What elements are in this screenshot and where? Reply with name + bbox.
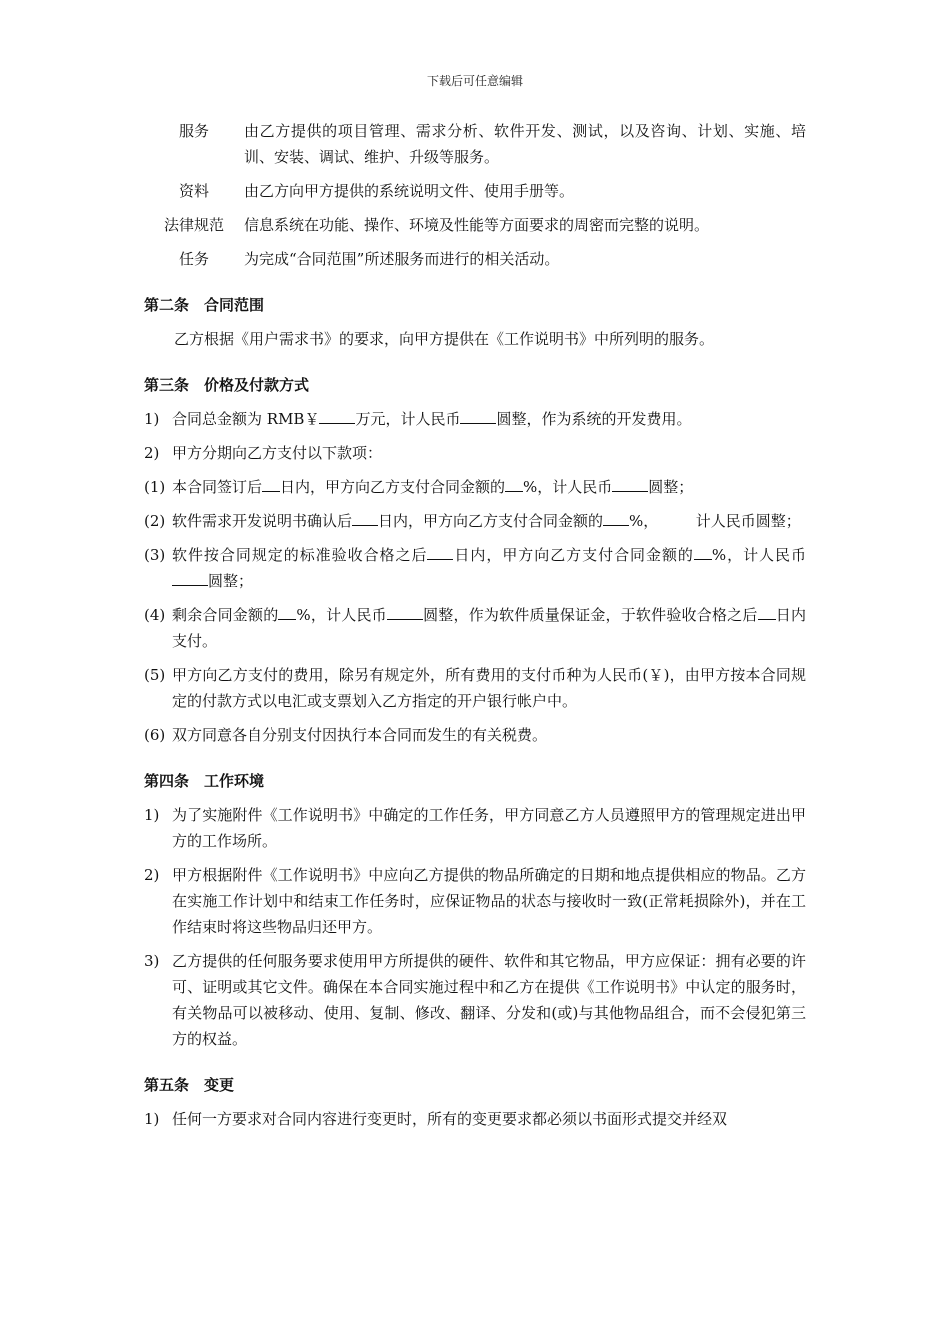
item-text: 乙方提供的任何服务要求使用甲方所提供的硬件、软件和其它物品，甲方应保证：拥有必要的许可、证明或其它文件。确保在本合同实施过程中和乙方在提供《工作说明书》中认定的服务时，有关物品可以被移动、使用、复制、修改、翻译、分发和(或)与其他物品组合，而不会侵犯第三方的权益。 — [172, 952, 806, 1048]
fill-blank — [262, 475, 280, 492]
list-item — [144, 508, 806, 534]
definition-row — [144, 212, 806, 238]
definitions-list — [144, 118, 806, 272]
fill-blank — [427, 543, 453, 560]
item-text: 软件按合同规定的标准验收合格之后 日内，甲方向乙方支付合同金额的 %，计人民币圆整； — [172, 542, 806, 594]
item-marker: (6) — [144, 726, 166, 744]
item-marker: (4) — [144, 606, 166, 624]
item-marker: (1) — [144, 478, 166, 496]
list-item — [144, 802, 806, 854]
article-2-text: 乙方根据《用户需求书》的要求，向甲方提供在《工作说明书》中所列明的服务。 — [174, 330, 715, 348]
definition-desc: 为完成“合同范围”所述服务而进行的相关活动。 — [244, 250, 560, 268]
list-item — [144, 1106, 806, 1132]
fill-blank — [758, 603, 776, 620]
definition-term: 法律规范 — [163, 216, 224, 234]
fill-blank — [172, 569, 208, 586]
item-text: 甲方向乙方支付的费用，除另有规定外，所有费用的支付币种为人民币(￥)，由甲方按本合同规定的付款方式以电汇或支票划入乙方指定的开户银行帐户中。 — [172, 666, 806, 710]
list-item — [144, 542, 806, 594]
document-body — [144, 118, 806, 1140]
definition-term: 服务 — [178, 122, 209, 140]
list-item — [144, 474, 806, 500]
fill-blank — [505, 475, 523, 492]
definition-term: 资料 — [178, 182, 209, 200]
article-3-title: 第三条 价格及付款方式 — [144, 376, 310, 394]
fill-blank — [319, 407, 355, 424]
item-text: 甲方分期向乙方支付以下款项： — [172, 444, 383, 462]
item-marker: 2) — [144, 866, 160, 884]
item-text: 本合同签订后 日内，甲方向乙方支付合同金额的 %，计人民币 圆整； — [172, 474, 806, 500]
item-marker: (5) — [144, 666, 166, 684]
list-item — [144, 662, 806, 714]
list-item — [144, 862, 806, 940]
fill-blank — [387, 603, 423, 620]
page-header: 下载后可任意编辑 — [426, 74, 523, 88]
definition-desc: 由乙方向甲方提供的系统说明文件、使用手册等。 — [244, 182, 575, 200]
list-item — [144, 440, 806, 466]
item-marker: 1) — [144, 806, 160, 824]
definition-desc: 由乙方提供的项目管理、需求分析、软件开发、测试，以及咨询、计划、实施、培训、安装、调试、维护、升级等服务。 — [244, 122, 806, 166]
article-4-title: 第四条 工作环境 — [144, 772, 265, 790]
list-item — [144, 406, 806, 432]
definition-row — [144, 178, 806, 204]
definition-row — [144, 246, 806, 272]
item-marker: 2) — [144, 444, 160, 462]
item-marker: 3) — [144, 952, 160, 970]
fill-blank — [352, 509, 378, 526]
article-2-title: 第二条 合同范围 — [144, 296, 265, 314]
item-marker: (3) — [144, 546, 166, 564]
article-5-title: 第五条 变更 — [144, 1076, 235, 1094]
definition-term: 任务 — [178, 250, 209, 268]
list-item — [144, 948, 806, 1052]
item-text: 任何一方要求对合同内容进行变更时，所有的变更要求都必须以书面形式提交并经双 — [172, 1110, 728, 1128]
definition-desc: 信息系统在功能、操作、环境及性能等方面要求的周密而完整的说明。 — [244, 216, 710, 234]
fill-blank — [278, 603, 296, 620]
fill-blank — [612, 475, 648, 492]
list-item — [144, 602, 806, 654]
item-text: 软件需求开发说明书确认后 日内，甲方向乙方支付合同金额的 %， 计人民币圆整； — [172, 508, 806, 534]
item-marker: 1) — [144, 410, 160, 428]
fill-blank — [694, 543, 712, 560]
fill-blank — [603, 509, 629, 526]
item-text: 为了实施附件《工作说明书》中确定的工作任务，甲方同意乙方人员遵照甲方的管理规定进出甲方的工作场所。 — [172, 806, 806, 850]
item-text: 双方同意各自分别支付因执行本合同而发生的有关税费。 — [172, 726, 548, 744]
item-text: 甲方根据附件《工作说明书》中应向乙方提供的物品所确定的日期和地点提供相应的物品。乙方在实施工作计划中和结束工作任务时，应保证物品的状态与接收时一致(正常耗损除外)，并在工作结束时将这些物品归还甲方。 — [172, 866, 806, 936]
item-marker: 1) — [144, 1110, 160, 1128]
item-text: 合同总金额为 RMB￥ 万元，计人民币 圆整，作为系统的开发费用。 — [172, 406, 806, 432]
fill-blank — [460, 407, 496, 424]
item-marker: (2) — [144, 512, 166, 530]
list-item — [144, 722, 806, 748]
item-text: 剩余合同金额的 %，计人民币 圆整，作为软件质量保证金，于软件验收合格之后 日内支付。 — [172, 602, 806, 654]
definition-row — [144, 118, 806, 170]
